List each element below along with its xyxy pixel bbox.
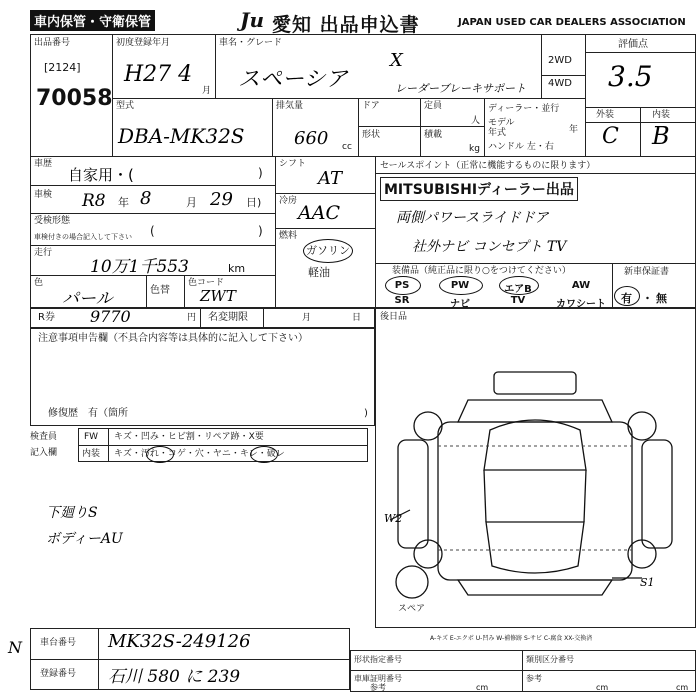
inspection-label: 車検 (34, 190, 53, 200)
name-change-month: 月 (302, 313, 312, 323)
dealer-label: ディーラー・並行 (488, 104, 560, 114)
note-line-2: ボディーAU (46, 531, 123, 547)
lot-number: 70058 (36, 86, 113, 111)
receipt-paren-close: ) (258, 224, 263, 238)
inspection-month-unit: 月 (186, 196, 197, 209)
capacity-unit: 人 (471, 116, 481, 126)
equipment-item-7: TV (510, 295, 526, 306)
lot-label: 出品番号 (34, 38, 71, 48)
shape-number-label: 形状指定番号 (354, 655, 402, 664)
shift-label: シフト (279, 159, 307, 169)
displacement-unit: cc (342, 142, 352, 152)
exterior-label: 外装 (596, 110, 615, 120)
damage-legend: A-キズ E-エクボ U-凹み W-補修跡 S-サビ C-腐食 XX-交換済 (430, 635, 593, 642)
recycle-label: R券 (38, 312, 55, 323)
inspection-day-unit: 日) (246, 196, 262, 209)
fuel-label: 燃料 (279, 231, 298, 241)
warranty-yes-circle (614, 286, 640, 306)
cm-unit-1: cm (476, 683, 489, 692)
recycle-unit: 円 (187, 313, 197, 323)
color-label: 色 (34, 278, 44, 288)
ac-label: 冷房 (279, 196, 298, 206)
dirt-circle (146, 446, 174, 463)
cert-number-label: 車庫証明番号 (354, 674, 402, 683)
capacity-label: 定員 (424, 101, 443, 111)
first-reg-value: H27 4 (124, 62, 193, 87)
receipt-paren-open: ( (150, 224, 155, 238)
equipment-item-3: エアB (504, 284, 532, 295)
shape-label: 形状 (362, 130, 381, 140)
mark-w2: W2 (384, 512, 403, 525)
warranty-yes: 有 (621, 292, 632, 305)
score-value: 3.5 (608, 60, 653, 93)
equipment-item-8: カワシート (556, 299, 606, 310)
mileage-unit: km (228, 262, 246, 275)
history-label: 車歴 (34, 159, 53, 169)
displacement-label: 排気量 (276, 101, 304, 111)
name-change-label: 名変期限 (208, 312, 248, 323)
cm-unit-2: cm (596, 683, 609, 692)
mileage-label: 走行 (34, 248, 53, 258)
ac-value: AAC (298, 202, 340, 224)
new-warranty-label: 新車保証書 (624, 267, 670, 277)
recycle-value: 9770 (90, 307, 131, 326)
sales-points-label: セールスポイント（正常に機能するものに限ります） (380, 161, 596, 171)
model-label: 型式 (116, 101, 135, 111)
load-unit: kg (469, 144, 480, 154)
inspector-label-2: 記入欄 (30, 448, 58, 458)
repair-history: 修復歴 有（箇所 (48, 408, 128, 419)
dealer-banner: MITSUBISHIディーラー出品 (380, 177, 578, 201)
handle-label: ハンドル 左・右 (488, 142, 554, 152)
association-name: JAPAN USED CAR DEALERS ASSOCIATION (458, 17, 686, 28)
cm-unit-3: cm (676, 683, 689, 692)
warranty-no: 無 (656, 292, 667, 305)
sales-line-1: 両側パワースライドドア (396, 210, 549, 226)
model-value: DBA-MK32S (118, 124, 245, 148)
equipment-item-1: PS (394, 280, 410, 291)
equipment-circle-2 (439, 276, 483, 295)
corner-mark: N (8, 638, 22, 657)
color-value: パール (62, 289, 113, 309)
car-name-value: スペーシア (238, 67, 348, 92)
receipt-label: 受検形態 (34, 216, 71, 226)
equipment-item-5: SR (394, 295, 410, 306)
fuel-gas-circle (303, 239, 353, 263)
displacement-value: 660 (294, 128, 329, 149)
load-label: 積載 (424, 130, 443, 140)
inspector-row2-tag: 内装 (82, 449, 101, 459)
exterior-score: C (602, 124, 619, 149)
chassis-label: 車台番号 (40, 638, 77, 648)
plate-value: 石川 580 に 239 (108, 667, 241, 687)
inspector-row2: キズ・汚れ・コゲ・穴・ヤニ・キレ・破レ (114, 449, 285, 459)
inspector-label-1: 検査員 (30, 432, 58, 442)
warranty-sep: ・ (642, 292, 653, 305)
sales-line-2: 社外ナビ コンセプト TV (412, 239, 567, 255)
inspection-day: 29 (210, 189, 233, 210)
lot-bracket: [2124] (44, 61, 81, 74)
nicotine-circle (250, 446, 278, 463)
drive-2wd: 2WD (548, 55, 572, 66)
grade-x: X (390, 50, 403, 71)
grade-value: レーダーブレーキサポート (395, 82, 527, 95)
equipment-item-4: AW (571, 280, 591, 291)
storage-badge: 車内保管・守衛保管 (30, 10, 155, 31)
model-year-label: モデル年式 (488, 118, 515, 138)
first-reg-month-unit: 月 (202, 86, 212, 96)
car-name-label: 車名・グレード (219, 38, 283, 48)
equipment-label: 装備品（純正品に限り○をつけてください） (392, 266, 571, 276)
color-code-value: ZWT (200, 287, 236, 305)
plate-label: 登録番号 (40, 669, 77, 679)
note-line-1: 下廻りS (46, 505, 98, 521)
equipment-circle-3 (499, 276, 539, 295)
fuel-diesel: 軽油 (308, 266, 330, 279)
form-title: 愛知 出品申込書 (272, 14, 420, 36)
dim-label: 参考 (526, 674, 542, 683)
color-change-label: 色替 (150, 285, 170, 296)
model-year-unit: 年 (569, 125, 579, 135)
cert-sub-label: 参考 (370, 683, 386, 692)
fuel-gas: ガソリン (306, 244, 350, 257)
spare-label: スペア (398, 604, 426, 614)
remarks-label: 注意事項申告欄（不具合内容等は具体的に記入して下さい） (38, 333, 308, 344)
first-reg-label: 初度登録年月 (116, 38, 171, 48)
interior-score: B (652, 122, 670, 150)
mileage-value: 10万1千553 (90, 257, 189, 277)
drive-4wd: 4WD (548, 78, 572, 89)
equipment-item-2: PW (450, 280, 470, 291)
recycle-box (30, 308, 375, 328)
chassis-value: MK32S-249126 (108, 631, 251, 652)
class-number-label: 類別区分番号 (526, 655, 574, 664)
post-reg-label: 後日品 (380, 312, 408, 322)
shift-value: AT (318, 168, 343, 189)
history-value: 自家用・( (68, 166, 134, 184)
interior-label: 内装 (652, 110, 671, 120)
ju-logo: Ju (240, 8, 265, 32)
inspection-era: R8 (82, 191, 106, 211)
inspection-year-unit: 年 (118, 196, 129, 209)
mark-s1: S1 (640, 576, 655, 589)
history-close: ) (258, 166, 263, 180)
equipment-circle-1 (385, 276, 421, 295)
inspector-row1: キズ・凹み・ヒビ割・リペア跡・X要 (114, 432, 264, 442)
receipt-note: 車検付きの場合記入して下さい (34, 233, 132, 241)
equipment-item-6: ナビ (450, 299, 470, 310)
repair-close: ) (364, 408, 368, 419)
door-label: ドア (362, 101, 380, 111)
color-code-label: 色コード (188, 278, 225, 288)
inspector-row1-tag: FW (84, 432, 99, 442)
inspection-month: 8 (140, 188, 152, 209)
score-label: 評価点 (618, 39, 648, 50)
name-change-day: 日 (352, 313, 362, 323)
